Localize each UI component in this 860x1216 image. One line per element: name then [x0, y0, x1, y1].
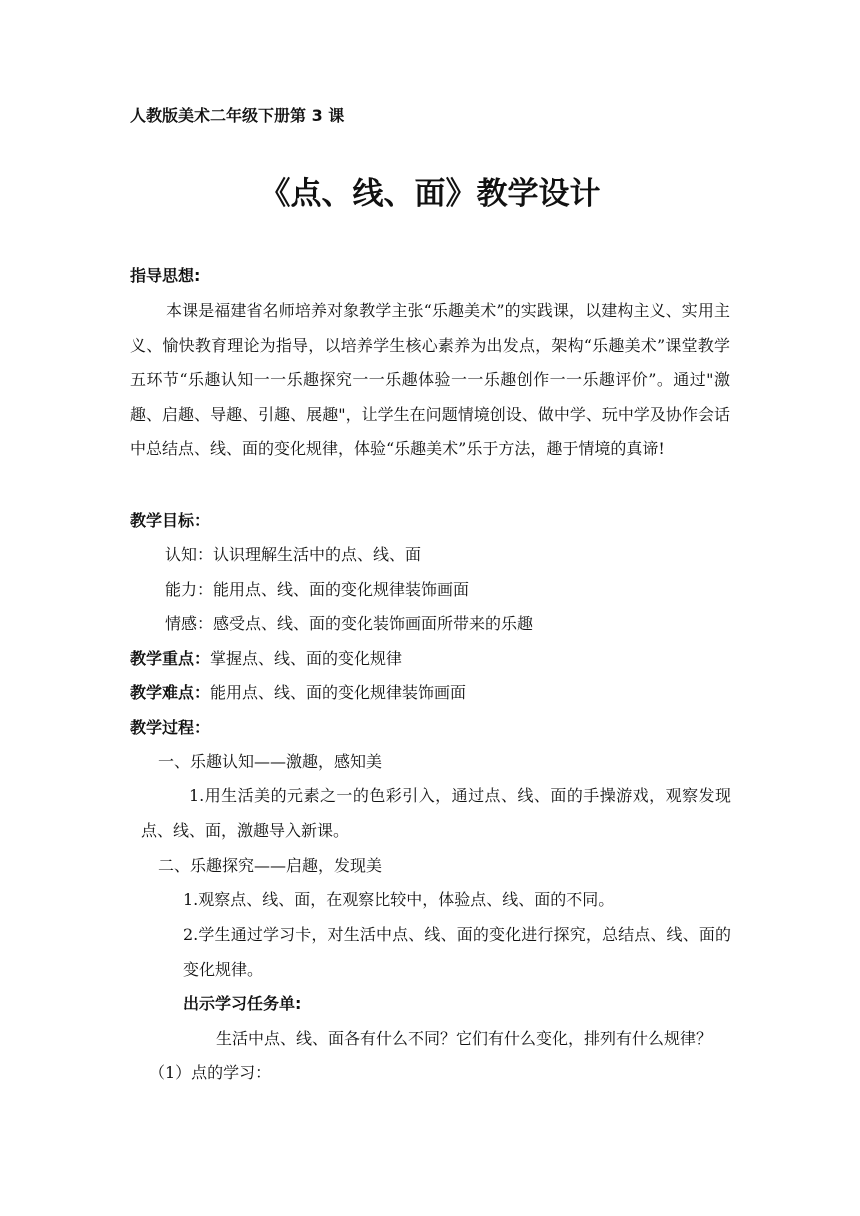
document-title: 《点、线、面》教学设计 [259, 176, 601, 212]
difficulty-label: 教学难点： [130, 683, 211, 702]
guiding-paragraph: 本课是福建省名师培养对象教学主张“乐趣美术”的实践课，以建构主义、实用主义、愉快教育理论为指导，以培养学生核心素养为出发点，架构“乐趣美术”课堂教学五环节“乐趣认知一一乐趣探究一一乐趣体验一一乐趣创作一一乐趣评价”。通过"激趣、启趣、导趣、引趣、展趣"，让学生在问题情境创设、做中学、玩中学及协作会话中总结点、线、面的变化规律，体验“乐趣美术”乐于方法，趣于情境的真谛! [130, 301, 730, 458]
difficulty-text: 能用点、线、面的变化规律装饰画面 [210, 683, 467, 702]
key-point-row [130, 649, 402, 669]
task-heading: 出示学习任务单: [183, 994, 302, 1013]
key-point-label: 教学重点： [130, 649, 211, 668]
section2-item1: 1.观察点、线、面，在观察比较中，体验点、线、面的不同。 [183, 890, 615, 909]
objective-item-emotion: 情感：感受点、线、面的变化装饰画面所带来的乐趣 [165, 614, 534, 633]
task-question: 生活中点、线、面各有什么不同？它们有什么变化，排列有什么规律？ [216, 1029, 713, 1048]
guiding-heading: 指导思想: [130, 266, 201, 285]
section2-title: 二、乐趣探究——启趣，发现美 [158, 856, 383, 875]
objective-item-cognition: 认知：认识理解生活中的点、线、面 [165, 545, 422, 564]
section2-item2: 2.学生通过学习卡，对生活中点、线、面的变化进行探究，总结点、线、面的变化规律。 [183, 925, 731, 979]
objective-item-ability: 能力：能用点、线、面的变化规律装饰画面 [165, 580, 470, 599]
key-point-text: 掌握点、线、面的变化规律 [210, 649, 403, 668]
section1-title: 一、乐趣认知——激趣，感知美 [158, 752, 383, 771]
sub-item-point-study: （1）点的学习： [149, 1063, 272, 1082]
course-info: 人教版美术二年级下册第 3 课 [130, 106, 345, 125]
section1-item1: 1.用生活美的元素之一的色彩引入，通过点、线、面的手操游戏，观察发现点、线、面，激趣导入新课。 [141, 786, 731, 840]
objectives-heading: 教学目标： [130, 511, 211, 530]
difficulty-row [130, 683, 466, 703]
process-heading: 教学过程： [130, 718, 211, 737]
